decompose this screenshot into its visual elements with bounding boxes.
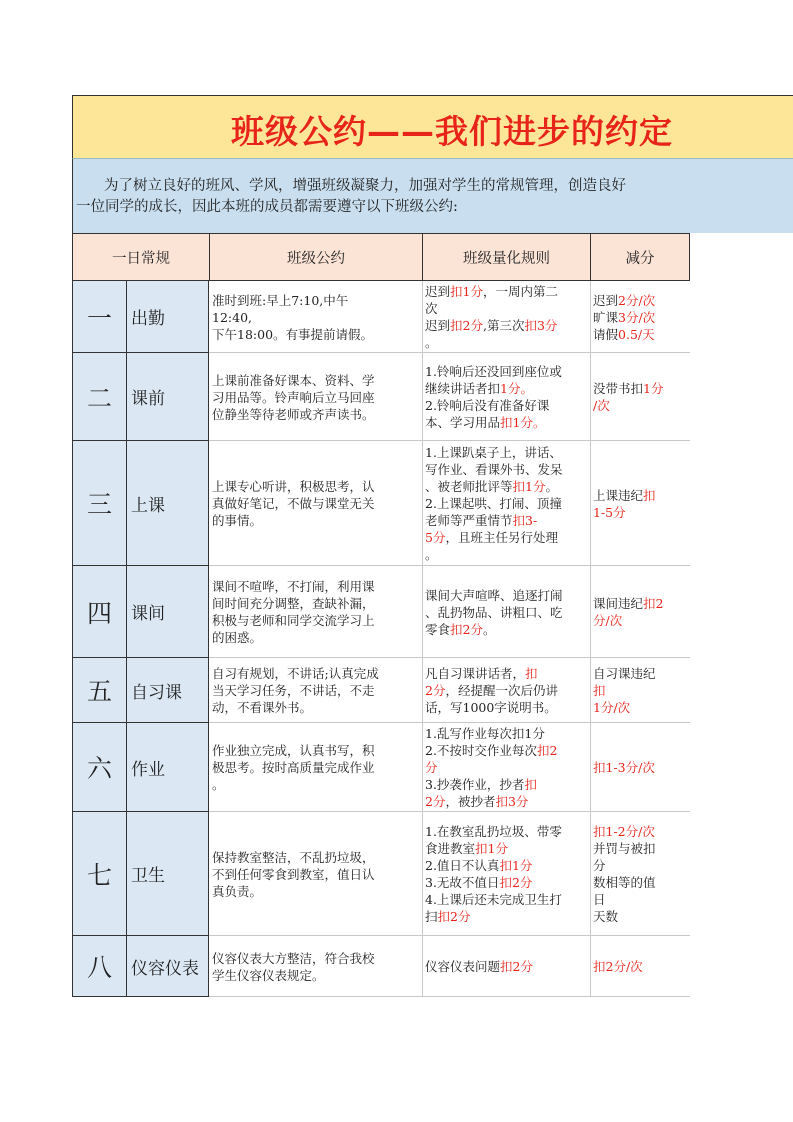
convention-cell [209,812,422,936]
rules-text: 。 [425,547,438,562]
row-category: 课间 [127,566,209,658]
deduct-line [593,397,687,414]
rules-text: 、乱扔物品、讲粗口、吃 [425,604,563,620]
deduct-text: 请假 [593,326,619,342]
rules-text: 扣2分 [450,621,483,637]
rules-line [425,604,587,621]
rules-text: 2分 [425,683,446,698]
table-row [72,658,793,723]
rules-text: 2.值日不认真 [425,858,500,873]
rules-line [425,725,587,742]
deduct-cell [590,281,690,353]
rules-line [425,414,587,431]
convention-cell [209,936,422,997]
deduct-line [593,380,687,397]
rules-line [425,891,587,908]
title-banner [72,95,793,159]
rules-text: 话，写1000字说明书。 [425,700,557,715]
deduct-cell [590,353,690,441]
rules-line [425,444,587,461]
convention-line: 动，不看课外书。 [212,700,313,715]
intro-paragraph [72,159,793,233]
rules-text: 1.在教室乱扔垃圾、带零 [425,824,562,839]
rules-line [425,283,587,300]
deduct-line [593,840,687,857]
rules-line [425,512,587,529]
rules-line [425,495,587,512]
rules-text: 本、学习用品 [425,415,501,430]
deduct-line [593,891,687,908]
rules-line [425,759,587,776]
deduct-text: /次 [593,398,610,413]
rules-text: 扣1分。 [500,415,546,430]
rules-text: 1.上课趴桌子上，讲话、 [425,445,562,460]
deduct-text: 日 [593,892,606,907]
rules-text: 。 [425,335,438,350]
rules-line [425,908,587,925]
rules-line [425,665,587,682]
deduct-text: 旷课 [593,309,619,325]
deduct-text: 扣2 [643,596,664,611]
deduct-text: 0.5/天 [618,326,655,342]
rules-text: 扣1分 [450,284,483,299]
rules-text: 4.上课后还未完成卫生打 [425,892,562,907]
deduct-text: 1分/次 [593,700,631,715]
header-rules: 班级量化规则 [422,233,590,281]
convention-line: 当天学习任务，不讲话，不走 [212,683,375,698]
rules-text: 继续讲话者扣 [425,381,501,396]
column-divider [590,281,591,997]
row-number: 五 [72,658,127,723]
convention-cell [209,566,422,658]
deduct-text: 2分/次 [618,292,656,308]
rules-line [425,529,587,546]
rules-text: 扣3分 [495,794,529,809]
deduct-text: 分/次 [593,613,623,628]
rules-line [425,478,587,495]
row-category: 卫生 [127,812,209,936]
row-category: 作业 [127,723,209,812]
rules-cell [422,936,590,997]
table-row [72,441,793,566]
row-number: 七 [72,812,127,936]
deduct-text: 自习课违纪 [593,666,656,681]
convention-line: 不到任何零食到教室，值日认 [212,866,375,882]
rules-line [425,682,587,699]
deduct-cell [590,566,690,658]
rules-text: ,第三次 [482,318,525,333]
rules-line [425,363,587,380]
rules-text: 。 [545,479,558,494]
header-convention: 班级公约 [209,233,422,281]
row-number: 三 [72,441,127,566]
deduct-line [593,759,687,776]
rules-line [425,317,587,334]
rules-cell [422,658,590,723]
row-number: 八 [72,936,127,997]
rules-text: 3.抄袭作业，抄者 [425,777,525,792]
rules-line [425,380,587,397]
table-row [72,723,793,812]
convention-line: 积极与老师和同学交流学习上 [212,613,375,628]
rules-line [425,793,587,810]
rules-text: 扣1分 [499,858,533,873]
deduct-line [593,504,687,521]
deduct-line [593,309,687,326]
rules-text: 分 [425,760,438,775]
rules-cell [422,723,590,812]
table-row [72,812,793,936]
rules-text: 零食 [425,621,451,637]
rules-text: 扣2分 [499,875,533,890]
rules-text: 、被老师批评等 [425,479,513,494]
intro-line-2: 一位同学的成长，因此本班的成员都需要遵守以下班级公约: [76,199,458,215]
rules-line [425,958,587,975]
rules-cell [422,812,590,936]
convention-cell [209,723,422,812]
rules-text: 扣1分 [512,479,546,494]
rules-text: ，经提醒一次后仍讲 [445,683,558,698]
rules-text: ，且班主任另行处理 [445,530,558,545]
rules-text: 扣1分 [475,841,508,856]
deduct-text: 并罚与被扣 [593,841,656,856]
rules-cell [422,281,590,353]
rules-line [425,823,587,840]
deduct-line [593,487,687,504]
convention-line: 上课专心听讲，积极思考，认 [212,479,375,494]
convention-line: 的困惑。 [212,630,263,645]
deduct-line [593,665,687,682]
rules-text: 扣2分 [500,959,533,974]
rules-text: 1.乱写作业每次扣1分 [425,726,545,741]
row-category: 自习课 [127,658,209,723]
deduct-line [593,699,687,716]
deduct-text: 扣2分/次 [593,959,643,974]
page-title: 班级公约——我们进步的约定 [231,112,673,151]
rules-text: 2.不按时交作业每次 [425,743,537,758]
column-divider [422,281,423,997]
row-number: 一 [72,281,127,353]
deduct-text: 迟到 [593,292,619,308]
convention-line: 。 [212,777,225,792]
deduct-cell [590,658,690,723]
convention-line: 的事情。 [212,513,263,528]
rules-text: 写作业、看课外书、发呆 [425,462,563,477]
deduct-text: 课间违纪 [593,596,644,611]
deduct-text: 没带书扣 [593,381,644,396]
rules-line [425,587,587,604]
rules-text: 食进教室 [425,841,476,856]
rules-text: ，一周内第二 [482,284,558,299]
deduct-text: 分 [593,858,606,873]
deduct-text: 扣1-2分/次 [593,824,655,839]
header-daily: 一日常规 [72,233,209,281]
rules-text: 扣2 [536,743,558,758]
convention-cell [209,353,422,441]
row-number: 四 [72,566,127,658]
table-row [72,281,793,353]
rules-text: 5分 [425,530,446,545]
rules-text: 2.上课起哄、打闹、顶撞 [425,496,562,511]
convention-line: 仪容仪表大方整洁，符合我校 [212,950,375,966]
convention-line: 习用品等。铃声响后立马回座 [212,389,375,405]
intro-line-1: 为了树立良好的班风、学风，增强班级凝聚力，加强对学生的常规管理，创造良好 [104,178,626,194]
deduct-line [593,292,687,309]
convention-line: 位静坐等待老师或齐声读书。 [212,406,375,422]
rules-text: 1分。 [500,381,533,396]
deduct-line [593,823,687,840]
convention-line: 学生仪容仪表规定。 [212,967,325,983]
convention-line: 真负责。 [212,883,263,899]
header-deduct: 减分 [590,233,690,281]
convention-line: 自习有规划，不讲话;认真完成 [212,666,379,681]
deduct-cell [590,936,690,997]
row-divider [209,996,690,997]
convention-cell [209,658,422,723]
deduct-line [593,612,687,629]
rules-text: 。 [482,621,496,637]
rules-text: 凡自习课讲话者， [425,666,526,681]
table-row [72,353,793,441]
deduct-cell [590,723,690,812]
rules-text: 2分 [425,794,446,809]
rules-text: 仪容仪表问题 [425,959,501,974]
row-category: 上课 [127,441,209,566]
deduct-line [593,874,687,891]
rules-text: 2.铃响后没有准备好课 [425,398,550,413]
convention-cell [209,441,422,566]
rules-line [425,699,587,716]
rules-line [425,840,587,857]
deduct-text: 扣 [593,683,606,698]
rules-line [425,546,587,563]
row-number: 二 [72,353,127,441]
row-number: 六 [72,723,127,812]
convention-line: 间时间充分调整，查缺补漏， [212,596,375,611]
convention-line: 12:40, [212,309,252,325]
rules-line [425,874,587,891]
spreadsheet-page [72,95,793,997]
rules-text: 老师等严重情节 [425,513,513,528]
convention-line: 准时到班:早上7:10,中午 [212,292,349,308]
row-category: 课前 [127,353,209,441]
rules-text: 扫 [425,909,438,924]
convention-line: 真做好笔记，不做与课堂无关 [212,496,375,511]
deduct-line [593,857,687,874]
rules-text: 扣 [524,777,537,792]
rules-text: 课间大声喧哗、追逐打闹 [425,587,563,603]
rules-line [425,397,587,414]
convention-line: 作业独立完成，认真书写，积 [212,743,375,758]
deduct-line [593,682,687,699]
rules-line [425,776,587,793]
rules-text: 扣2分 [437,909,471,924]
rules-cell [422,353,590,441]
deduct-text: 数相等的值 [593,875,656,890]
rules-text: 迟到 [425,284,451,299]
rules-line [425,300,587,317]
deduct-cell [590,812,690,936]
row-category: 仪容仪表 [127,936,209,997]
rules-text: 次 [425,301,438,316]
deduct-text: 扣 [643,487,656,503]
convention-cell [209,281,422,353]
rules-line [425,334,587,351]
deduct-text: 上课违纪 [593,487,644,503]
rules-cell [422,566,590,658]
convention-line: 上课前准备好课本、资料、学 [212,372,375,388]
rules-text: 1.铃响后还没回到座位或 [425,364,562,379]
deduct-line [593,908,687,925]
rules-cell [422,441,590,566]
convention-line: 保持教室整洁，不乱扔垃圾， [212,849,375,865]
rules-text: 3.无故不值日 [425,875,500,890]
table-row [72,936,793,997]
convention-line: 极思考。按时高质量完成作业 [212,760,375,775]
rules-text: 扣2分 [450,318,483,333]
deduct-line [593,958,687,975]
deduct-line [593,595,687,612]
row-category: 出勤 [127,281,209,353]
deduct-text: 1-5分 [593,504,626,520]
deduct-text: 3分/次 [618,309,656,325]
deduct-text: 扣1-3分/次 [593,760,655,775]
rules-text: ，被抄者 [445,794,496,809]
deduct-line [593,326,687,343]
rules-line [425,742,587,759]
deduct-text: 1分 [643,381,664,396]
rules-line [425,857,587,874]
convention-line: 课间不喧哗，不打闹，利用课 [212,579,375,594]
rules-line [425,461,587,478]
table-row [72,566,793,658]
rules-text: 迟到 [425,318,451,333]
deduct-text: 天数 [593,909,619,924]
deduct-cell [590,441,690,566]
rules-text: 扣 [525,666,538,681]
rules-text: 扣3分 [524,318,558,333]
rules-line [425,621,587,638]
convention-line: 下午18:00。有事提前请假。 [212,326,374,342]
rules-text: 扣3- [512,513,538,528]
